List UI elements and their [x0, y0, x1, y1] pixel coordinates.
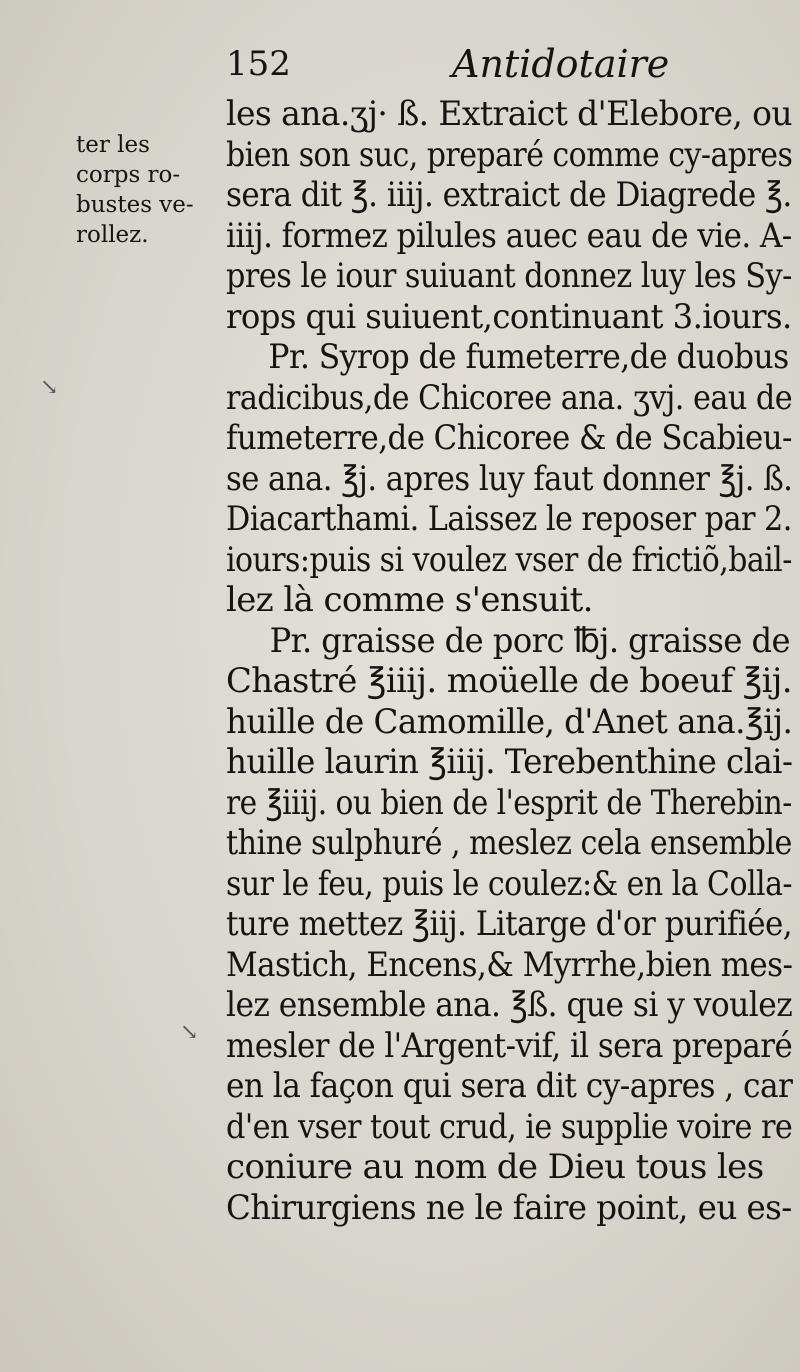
- margin-note: [76, 130, 206, 250]
- text-line: en la façon qui sera dit cy-apres , car: [226, 1066, 793, 1106]
- text-line: Chastré ℥iiij. moüelle de boeuf ℥ij.: [226, 661, 792, 701]
- text-line: mesler de l'Argent-vif, il sera preparé: [226, 1025, 793, 1066]
- running-title: Antidotaire: [452, 42, 670, 86]
- text-line: Pr. Syrop de fumeterre,de duobus: [268, 337, 789, 377]
- text-line: iours:puis si voulez vser de frictiõ,bail-: [226, 539, 792, 580]
- text-line: ture mettez ℥iij. Litarge d'or purifiée,: [226, 904, 793, 944]
- text-line: d'en vser tout crud, ie supplie voire re: [226, 1106, 793, 1147]
- ink-speck-mark: ↘: [180, 1020, 199, 1045]
- text-line: les ana.ʒj· ß. Extraict d'Elebore, ou: [226, 94, 793, 134]
- text-line: lez là comme s'ensuit.: [226, 580, 593, 620]
- margin-note-line: bustes ve-: [76, 192, 194, 218]
- text-line: rops qui suiuent,continuant 3.iours.: [226, 296, 792, 337]
- text-line: lez ensemble ana. ℥ß. que si y voulez: [226, 985, 793, 1025]
- text-line: Pr. graisse de porc ℔j. graisse de: [269, 620, 791, 661]
- margin-note-line: corps ro-: [76, 162, 181, 188]
- text-line: sera dit ℥. iiij. extraict de Diagrede ℥.: [226, 175, 792, 215]
- text-line: se ana. ℥j. apres luy faut donner ℥j. ß.: [226, 458, 793, 499]
- text-line: huille laurin ℥iiij. Terebenthine clai-: [226, 742, 793, 782]
- text-line: iiij. formez pilules auec eau de vie. A-: [226, 215, 792, 256]
- text-line: fumeterre,de Chicoree & de Scabieu-: [226, 418, 792, 458]
- text-line: radicibus,de Chicoree ana. ʒvj. eau de: [226, 377, 793, 418]
- text-line: sur le feu, puis le coulez:& en la Colla-: [226, 863, 793, 904]
- margin-note-line: ter les: [76, 132, 150, 158]
- text-line: bien son suc, preparé comme cy-apres: [226, 134, 793, 175]
- text-line: coniure au nom de Dieu tous les: [226, 1147, 764, 1187]
- text-line: huille de Camomille, d'Anet ana.℥ij.: [226, 701, 793, 742]
- text-line: Chirurgiens ne le faire point, eu es-: [226, 1187, 792, 1228]
- ink-speck-mark: ↘: [40, 375, 59, 400]
- body-text: [226, 94, 792, 1228]
- text-line: thine sulphuré , meslez cela ensemble: [226, 823, 792, 863]
- text-line: Diacarthami. Laissez le reposer par 2.: [226, 499, 792, 539]
- margin-note-line: rollez.: [76, 222, 149, 248]
- text-line: pres le iour suiuant donnez luy les Sy-: [226, 256, 792, 296]
- text-line: re ℥iiij. ou bien de l'esprit de Therebin-: [226, 782, 792, 823]
- page-header: [226, 44, 766, 96]
- text-line: Mastich, Encens,& Myrrhe,bien mes-: [226, 944, 793, 985]
- page-number: 152: [226, 44, 291, 84]
